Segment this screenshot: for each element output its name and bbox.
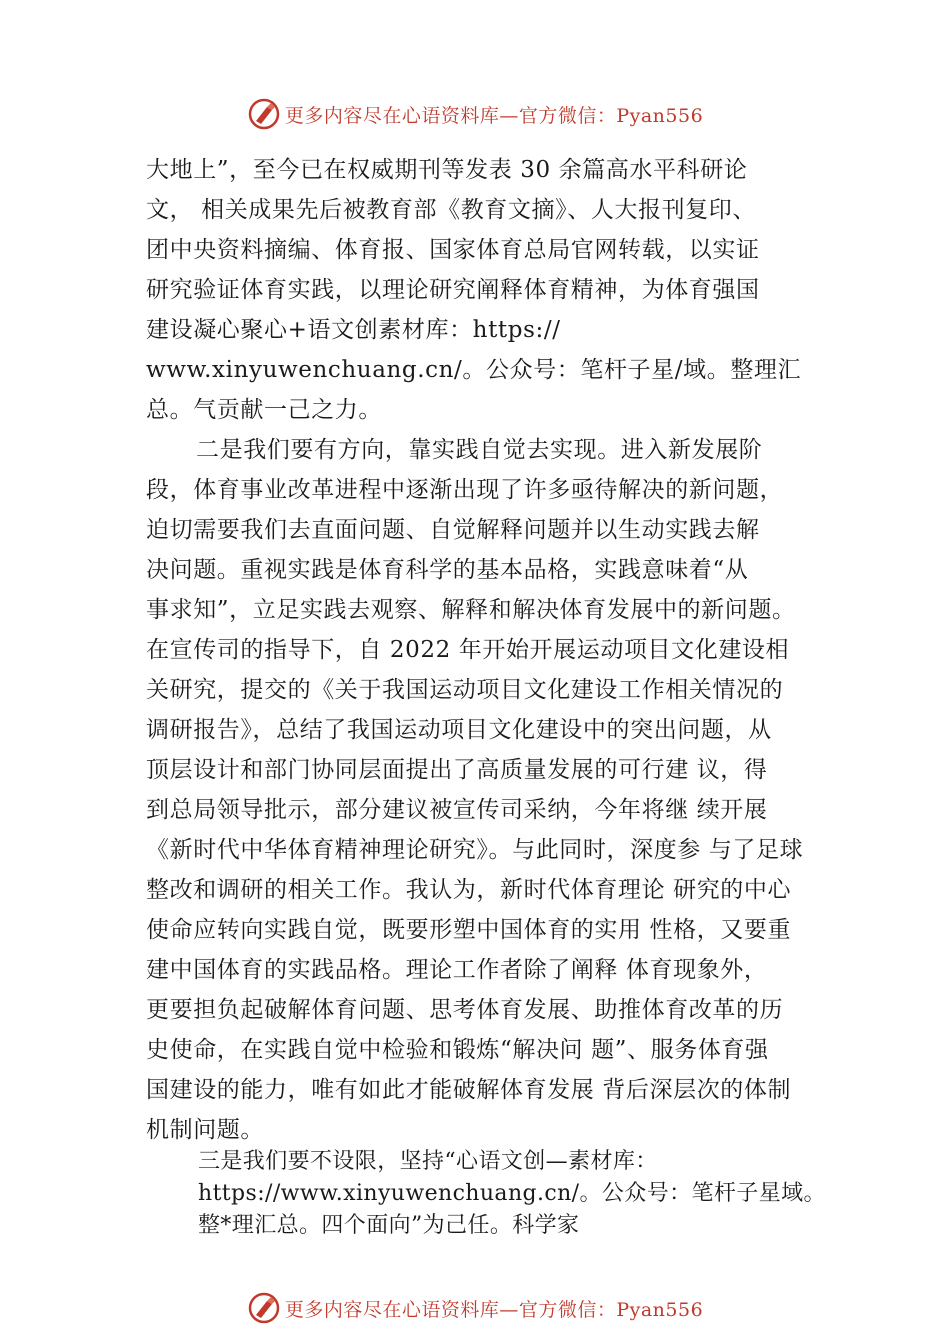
text-line: https://www.xinyuwenchuang.cn/。公众号：笔杆子星域。 [198,1181,826,1206]
paragraph-3 [198,1146,898,1242]
text-line: 三是我们要不设限，坚持“心语文创—素材库： [198,1149,658,1174]
text-line: 关研究，提交的《关于我国运动项目文化建设工作相关情况的 [146,677,784,703]
text-line: 在宣传司的指导下，自 2022 年开始开展运动项目文化建设相 [146,637,790,663]
text-line: www.xinyuwenchuang.cn/。公众号：笔杆子星/域。整理汇 [146,357,802,383]
text-line: 文， 相关成果先后被教育部《教育文摘》、人大报刊复印、 [146,197,757,223]
banner-text: 更多内容尽在心语资料库—官方微信：Pyan556 [284,1298,704,1321]
banner-text: 更多内容尽在心语资料库—官方微信：Pyan556 [284,104,704,127]
header-banner [0,92,950,136]
text-line: 国建设的能力，唯有如此才能破解体育发展 背后深层次的体制 [146,1077,792,1103]
text-line: 二是我们要有方向，靠实践自觉去实现。进入新发展阶 [196,437,763,463]
text-line: 迫切需要我们去直面问题、自觉解释问题并以生动实践去解 [146,517,760,543]
text-line: 决问题。重视实践是体育科学的基本品格，实践意味着“从 [146,557,749,583]
text-line: 整*理汇总。四个面向”为己任。科学家 [198,1213,580,1238]
text-line: 更要担负起破解体育问题、思考体育发展、助推体育改革的历 [146,997,784,1023]
text-line: 到总局领导批示，部分建议被宣传司采纳，今年将继 续开展 [146,797,768,823]
logo-icon [247,1291,281,1325]
text-line: 段，体育事业改革进程中逐渐出现了许多亟待解决的新问题， [146,477,784,503]
paragraph-1 [146,150,836,430]
text-line: 团中央资料摘编、体育报、国家体育总局官网转载，以实证 [146,237,760,263]
text-line: 《新时代中华体育精神理论研究》。与此同时，深度参 与了足球 [146,837,804,863]
logo-icon [247,97,281,131]
text-line: 事求知”，立足实践去观察、解释和解决体育发展中的新问题。 [146,597,796,623]
paragraph-2 [146,430,836,1150]
footer-banner [0,1286,950,1330]
text-line: 史使命，在实践自觉中检验和锻炼“解决问 题”、服务体育强 [146,1037,769,1063]
text-line: 使命应转向实践自觉，既要形塑中国体育的实用 性格，又要重 [146,917,792,943]
text-line: 总。气贡献一己之力。 [146,397,382,423]
document-body [146,150,836,1150]
text-line: 大地上”，至今已在权威期刊等发表 30 余篇高水平科研论 [146,157,748,183]
text-line: 整改和调研的相关工作。我认为，新时代体育理论 研究的中心 [146,877,792,903]
text-line: 建设凝心聚心+语文创素材库：https:// [146,317,561,343]
text-line: 调研报告》，总结了我国运动项目文化建设中的突出问题，从 [146,717,772,743]
text-line: 研究验证体育实践，以理论研究阐释体育精神，为体育强国 [146,277,760,303]
text-line: 顶层设计和部门协同层面提出了高质量发展的可行建 议，得 [146,757,768,783]
text-line: 建中国体育的实践品格。理论工作者除了阐释 体育现象外， [146,957,768,983]
text-line: 机制问题。 [146,1117,264,1143]
